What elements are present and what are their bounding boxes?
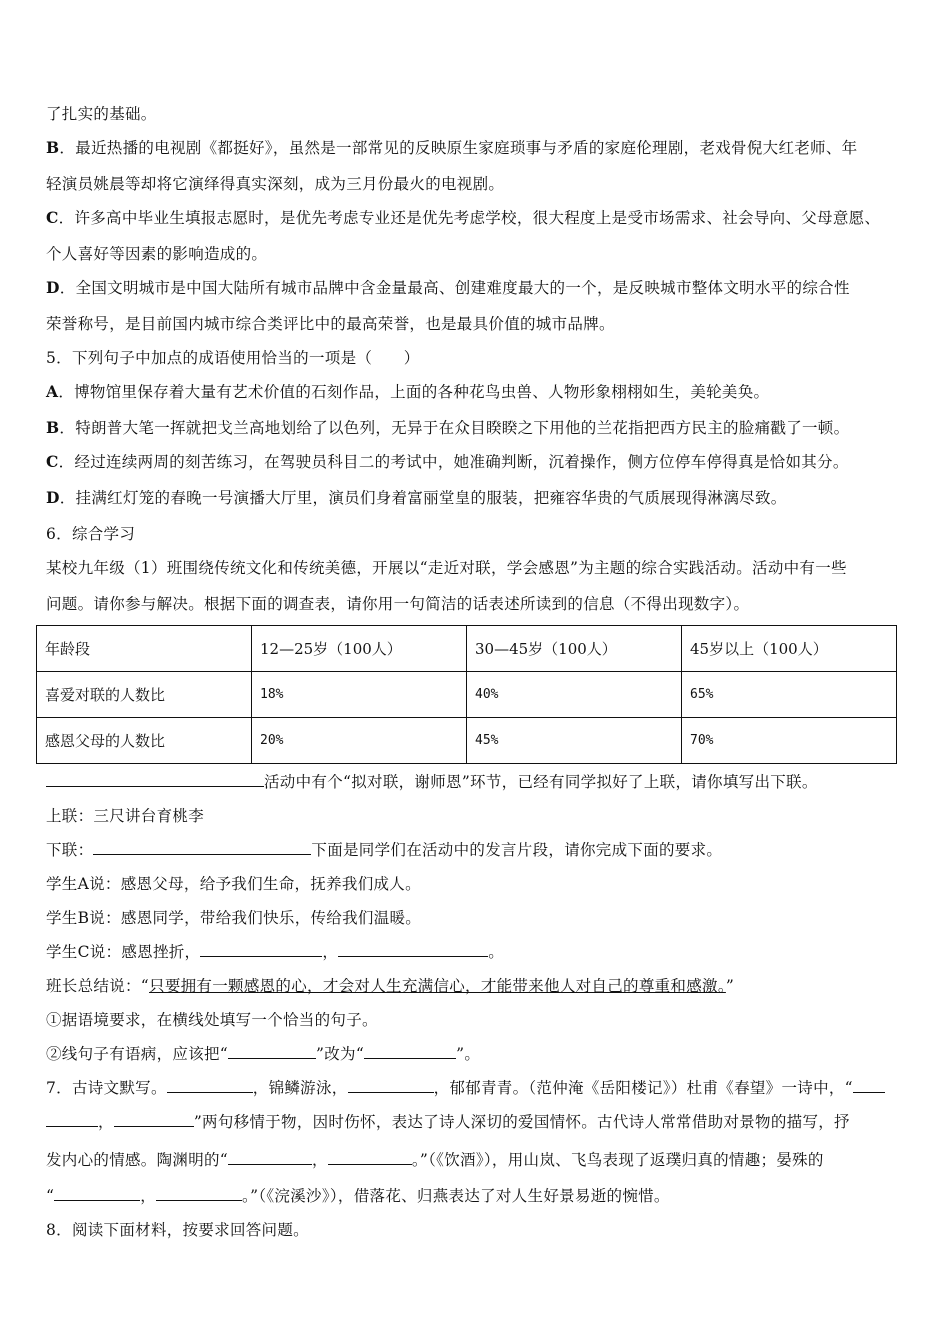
question-8-stem: 8．阅读下面材料，按要求回答问题。 <box>46 1221 309 1239</box>
table-cell: 70% <box>682 718 897 764</box>
answer-blank[interactable] <box>93 840 311 855</box>
monitor-summary-line: 班长总结说：“只要拥有一颗感恩的心，才会对人生充满信心，才能带来他人对自己的尊重和感激。” <box>46 977 735 995</box>
table-cell: 20% <box>252 718 467 764</box>
table-cell: 年龄段 <box>37 626 252 672</box>
table-cell: 30—45岁（100人） <box>467 626 682 672</box>
question-6-stem: 6．综合学习 <box>46 525 136 543</box>
upper-couplet: 上联：三尺讲台育桃李 <box>46 807 205 825</box>
answer-blank[interactable] <box>156 1186 242 1201</box>
q6-intro-line2: 问题。请你参与解决。根据下面的调查表，请你用一句简洁的话表述所读到的信息（不得出现数字）。 <box>46 595 750 613</box>
q7-line2: ， ”两句移情于物，因时伤怀，表达了诗人深切的爱国情怀。古代诗人常常借助对景物的描写，抒 <box>46 1112 914 1132</box>
table-header-row <box>37 626 897 672</box>
answer-blank[interactable] <box>364 1044 456 1059</box>
requirement-2: ②线句子有语病，应该把“ ”改为“ ”。 <box>46 1045 481 1063</box>
student-b-line: 学生B说：感恩同学，带给我们快乐，传给我们温暖。 <box>46 909 422 927</box>
q7-line1: 7．古诗文默写。 ，锦鳞游泳， ，郁郁青青。（范仲淹《岳阳楼记》）杜甫《春望》一诗中，“ <box>46 1078 914 1098</box>
answer-blank[interactable] <box>328 1150 412 1165</box>
answer-blank[interactable] <box>46 772 264 787</box>
answer-blank[interactable] <box>228 1044 316 1059</box>
q5-option-a: A．博物馆里保存着大量有艺术价值的石刻作品，上面的各种花鸟虫兽、人物形象栩栩如生，美轮美奂。 <box>46 382 770 401</box>
table-cell: 45岁以上（100人） <box>682 626 897 672</box>
option-b-line1: B．最近热播的电视剧《都挺好》，虽然是一部常见的反映原生家庭琐事与矛盾的家庭伦理剧，老戏骨倪大红老师、年 <box>46 138 858 157</box>
survey-table <box>36 625 897 764</box>
q6-after-table: 活动中有个“拟对联，谢师恩”环节，已经有同学拟好了上联，请你填写出下联。 <box>46 772 914 792</box>
requirement-1: ①据语境要求，在横线处填写一个恰当的句子。 <box>46 1011 378 1029</box>
answer-blank[interactable] <box>338 942 488 957</box>
option-b-line2: 轻演员姚晨等却将它演绎得真实深刻，成为三月份最火的电视剧。 <box>46 175 505 193</box>
table-row <box>37 672 897 718</box>
answer-blank[interactable] <box>348 1078 434 1093</box>
answer-blank[interactable] <box>200 942 322 957</box>
answer-blank[interactable] <box>46 1112 98 1127</box>
option-d-line2: 荣誉称号，是目前国内城市综合类评比中的最高荣誉，也是最具价值的城市品牌。 <box>46 315 615 333</box>
table-cell: 45% <box>467 718 682 764</box>
option-c-line1: C．许多高中毕业生填报志愿时，是优先考虑专业还是优先考虑学校，很大程度上是受市场需求、社会导向、父母意愿、 <box>46 208 881 227</box>
answer-blank[interactable] <box>228 1150 312 1165</box>
table-cell: 65% <box>682 672 897 718</box>
student-a-line: 学生A说：感恩父母，给予我们生命，抚养我们成人。 <box>46 875 421 893</box>
q7-line4: “ ， 。”（《浣溪沙》），借落花、归燕表达了对人生好景易逝的惋惜。 <box>46 1187 670 1205</box>
q5-option-c: C．经过连续两周的刻苦练习，在驾驶员科目二的考试中，她准确判断，沉着操作，侧方位停车停得真是恰如其分。 <box>46 452 849 471</box>
table-row <box>37 718 897 764</box>
table-cell: 18% <box>252 672 467 718</box>
table-cell: 40% <box>467 672 682 718</box>
student-c-line: 学生C说：感恩挫折， ， 。 <box>46 943 504 961</box>
answer-blank[interactable] <box>54 1186 140 1201</box>
question-5-stem: 5．下列句子中加点的成语使用恰当的一项是（ ） <box>46 349 420 367</box>
q5-option-d: D．挂满红灯笼的春晚一号演播大厅里，演员们身着富丽堂皇的服装，把雍容华贵的气质展现得淋漓尽致。 <box>46 488 787 507</box>
q7-line3: 发内心的情感。陶渊明的“ ， 。”（《饮酒》），用山岚、飞鸟表现了返璞归真的情趣；晏殊的 <box>46 1151 824 1169</box>
lower-couplet-line: 下联： 下面是同学们在活动中的发言片段，请你完成下面的要求。 <box>46 841 723 859</box>
answer-blank[interactable] <box>853 1078 885 1093</box>
option-d-line1: D．全国文明城市是中国大陆所有城市品牌中含金量最高、创建难度最大的一个，是反映城市整体文明水平的综合性 <box>46 278 850 297</box>
text-line: 了扎实的基础。 <box>46 105 157 123</box>
answer-blank[interactable] <box>167 1078 253 1093</box>
option-c-line2: 个人喜好等因素的影响造成的。 <box>46 245 268 263</box>
table-cell: 12—25岁（100人） <box>252 626 467 672</box>
table-cell: 感恩父母的人数比 <box>37 718 252 764</box>
q6-intro-line1: 某校九年级（1）班围绕传统文化和传统美德，开展以“走近对联，学会感恩”为主题的综合实践活动。活动中有一些 <box>46 559 847 577</box>
q5-option-b: B．特朗普大笔一挥就把戈兰高地划给了以色列，无异于在众目睽睽之下用他的兰花指把西方民主的脸痛戳了一顿。 <box>46 418 850 437</box>
table-cell: 喜爱对联的人数比 <box>37 672 252 718</box>
answer-blank[interactable] <box>114 1112 194 1127</box>
